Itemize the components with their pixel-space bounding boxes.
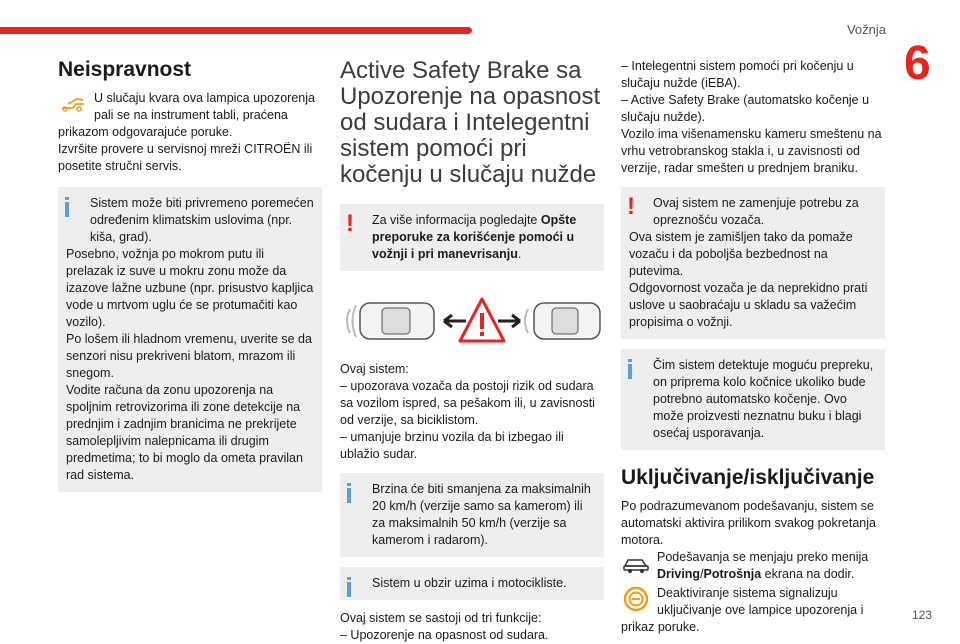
list-item: – Upozorenje na opasnost od sudara. — [340, 628, 549, 642]
note-text: Po lošem ili hladnom vremenu, uverite se da senzori nisu prekriveni blatom, mrazom ili snegom. — [66, 332, 312, 380]
note-text: Posebno, vožnja po mokrom putu ili prelazak iz suve u mokru zonu može da izazove lažne uzbune (npr. prisustvo kapljica vode u mrtvom uglu će se protumačiti kao vozilo). — [66, 247, 314, 329]
info-note-brake-prep — [621, 349, 885, 450]
list-item: – umanjuje brzinu vozila da bi izbegao ili ublažio sudar. — [340, 430, 564, 461]
collision-illustration — [340, 293, 604, 347]
warning-exclamation-icon: ! — [627, 193, 635, 220]
page-number: 123 — [911, 608, 932, 622]
info-note-motorcycles — [340, 567, 604, 600]
malfunction-paragraph — [58, 90, 322, 141]
column-middle — [340, 58, 604, 644]
settings-paragraph — [621, 549, 885, 583]
deactivation-text: Deaktiviranje sistema signalizuju uključivanje ove lampice upozorenja i prikaz poruke. — [621, 586, 864, 634]
info-icon — [346, 483, 352, 501]
malfunction-text: U slučaju kvara ova lampica upozorenja pali se na instrument tabli, praćena prikazom odgovarajuće poruke. — [58, 91, 315, 139]
note-text: Ova sistem je zamišljen tako da pomaže vozaču i da poboljša bezbednost na putevima. — [629, 230, 853, 278]
column-right — [621, 58, 885, 636]
note-text: Čim sistem detektuje moguću prepreku, on priprema kolo kočnice ukoliko bude potrebno automatsko kočenje. Ovo može proizvesti neznatnu buku i blagi osećaj usporavanja. — [653, 358, 874, 440]
note-text: Ovaj sistem ne zamenjuje potrebu za opreznošću vozača. — [653, 196, 859, 227]
deactivation-paragraph — [621, 585, 885, 636]
info-note-speed — [340, 473, 604, 557]
car-settings-icon — [621, 549, 651, 577]
note-text: Sistem u obzir uzima i motocikliste. — [372, 576, 567, 590]
info-note-weather — [58, 187, 322, 492]
default-text: Po podrazumevanom podešavanju, sistem se automatski aktivira prilikom svakog pokretanja motora. — [621, 499, 876, 547]
note-text: Vodite računa da zonu upozorenja na spoljnim retrovizorima ili zone detekcije na prednjim i zadnjim branicima ne prekrijete samolepljivim nalepnicama ili drugim predmetima; to bi moglo da ometa pravilan rad sistema. — [66, 383, 303, 482]
note-text: Za više informacija pogledajte Opšte preporuke za korišćenje pomoći u vožnji i pri manevrisanju. — [372, 213, 577, 261]
heading-neispravnost: Neispravnost — [58, 58, 192, 81]
header-accent-bar — [0, 27, 472, 34]
list-item: – Active Safety Brake (automatsko kočenje u slučaju nužde). — [621, 93, 870, 124]
service-text: Izvršite provere u servisnoj mreži CITROËN ili posetite stručni servis. — [58, 142, 313, 173]
collision-warning-icon — [58, 90, 88, 118]
warning-note-responsibility — [621, 187, 885, 339]
info-icon — [627, 359, 633, 377]
section-title: Vožnja — [846, 22, 886, 37]
list-item: – upozorava vozača da postoji rizik od sudara sa vozilom ispred, sa pešakom ili, u zavisnosti od verzije, sa biciklistom. — [340, 379, 595, 427]
list-item: – Intelegentni sistem pomoći pri kočenju u slučaju nužde (iEBA). — [621, 59, 854, 90]
warning-note-recommendations — [340, 204, 604, 271]
column-left — [58, 58, 322, 492]
settings-text: Podešavanja se menjaju preko menija Driving/Potrošnja ekrana na dodir. — [657, 550, 869, 581]
note-text: Sistem može biti privremeno poremećen određenim klimatskim uslovima (npr. kiša, grad). — [90, 196, 314, 244]
system-intro: Ovaj sistem: — [340, 362, 409, 376]
brake-warning-orange-icon — [621, 585, 651, 613]
info-icon — [346, 577, 352, 595]
note-text: Brzina će biti smanjena za maksimalnih 20 km/h (verzije samo sa kamerom) ili za maksimalnih 50 km/h (verzije sa kamerom i radarom). — [372, 482, 591, 547]
chapter-number: 6 — [904, 37, 931, 90]
note-text: Odgovornost vozača je da neprekidno prati uslove u saobraćaju u skladu sa važećim propisima o vožnji. — [629, 281, 868, 329]
info-icon — [64, 197, 70, 215]
heading-active-safety-brake: Active Safety Brake sa Upozorenje na opasnost od sudara i Intelegentni sistem pomoći pri kočenju u slučaju nužde — [340, 57, 601, 188]
camera-text: Vozilo ima višenamensku kameru smeštenu na vrhu vetrobranskog stakla i, u zavisnosti od verzije, radar smešten u prednjem braniku. — [621, 127, 882, 175]
warning-exclamation-icon: ! — [346, 210, 354, 237]
functions-intro: Ovaj sistem se sastoji od tri funkcije: — [340, 611, 542, 625]
heading-ukljucivanje: Uključivanje/isključivanje — [621, 466, 875, 489]
